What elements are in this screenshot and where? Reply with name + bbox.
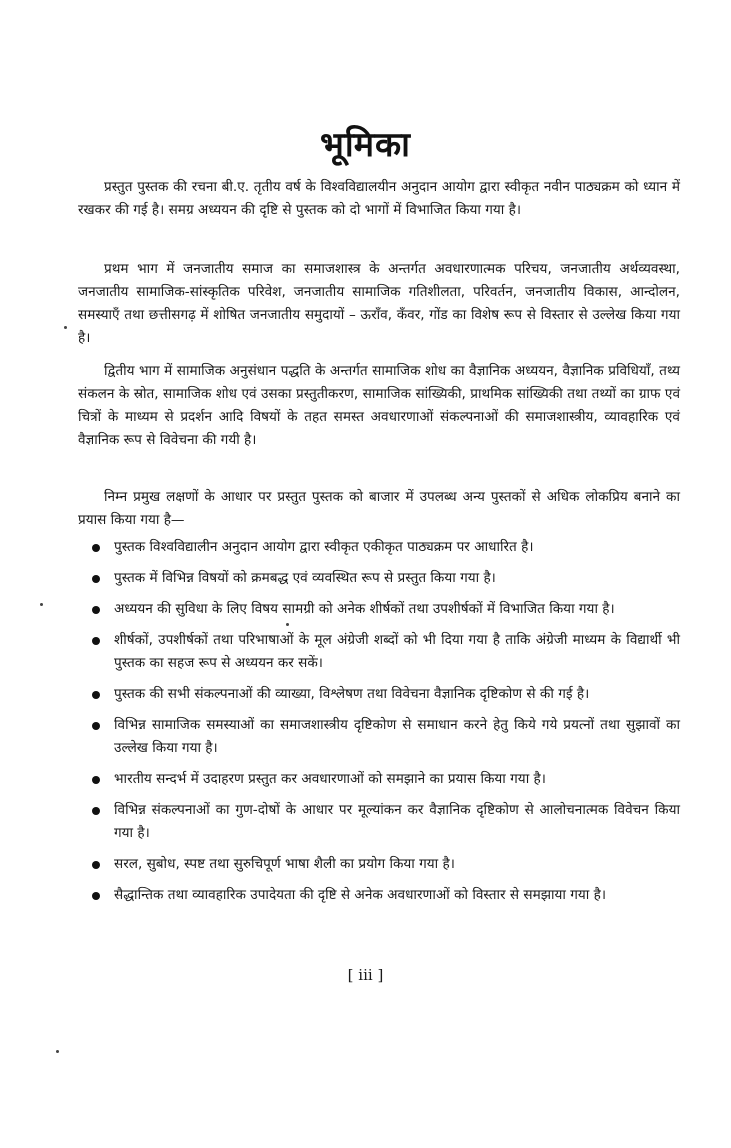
list-item-text: भारतीय सन्दर्भ में उदाहरण प्रस्तुत कर अवधारणाओं को समझाने का प्रयास किया गया है।: [114, 771, 546, 787]
scan-speck: [40, 603, 43, 606]
page-title: भूमिका: [320, 125, 411, 165]
list-item-text: पुस्तक विश्वविद्यालीन अनुदान आयोग द्वारा स्वीकृत एकीकृत पाठ्यक्रम पर आधारित है।: [114, 539, 534, 555]
bullet-icon: [92, 807, 100, 815]
list-item-text: विभिन्न संकल्पनाओं का गुण-दोषों के आधार पर मूल्यांकन कर वैज्ञानिक दृष्टिकोण से आलोचनात्मक विवेचन किया गया है।: [114, 802, 680, 841]
list-item-text: विभिन्न सामाजिक समस्याओं का समाजशास्त्रीय दृष्टिकोण से समाधान करने हेतु किये गये प्रयत्नों तथा सुझावों का उल्लेख किया गया है।: [114, 717, 680, 756]
page-number: [ iii ]: [347, 966, 384, 984]
bullet-icon: [92, 691, 100, 699]
bullet-icon: [92, 776, 100, 784]
features-intro-paragraph: निम्न प्रमुख लक्षणों के आधार पर प्रस्तुत पुस्तक को बाजार में उपलब्ध अन्य पुस्तकों से अधिक लोकप्रिय बनाने का प्रयास किया गया है—: [78, 489, 680, 528]
list-item: [78, 853, 680, 876]
bullet-icon: [92, 637, 100, 645]
list-item: [78, 714, 680, 760]
list-item-text: सैद्धान्तिक तथा व्यावहारिक उपादेयता की दृष्टि से अनेक अवधारणाओं को विस्तार से समझाया गया है।: [114, 887, 606, 903]
scan-speck: [64, 326, 67, 329]
bullet-icon: [92, 722, 100, 730]
bullet-icon: [92, 575, 100, 583]
bullet-icon: [92, 892, 100, 900]
list-item-text: अध्ययन की सुविधा के लिए विषय सामग्री को अनेक शीर्षकों तथा उपशीर्षकों में विभाजित किया गया है।: [114, 601, 615, 617]
list-item: [78, 536, 680, 559]
list-item-text: सरल, सुबोध, स्पष्ट तथा सुरुचिपूर्ण भाषा शैली का प्रयोग किया गया है।: [114, 856, 455, 872]
bullet-icon: [92, 861, 100, 869]
list-item: [78, 768, 680, 791]
list-item-text: पुस्तक की सभी संकल्पनाओं की व्याख्या, विश्लेषण तथा विवेचना वैज्ञानिक दृष्टिकोण से की गई है।: [114, 686, 590, 702]
list-item: [78, 683, 680, 706]
scan-speck: [56, 1050, 59, 1053]
bullet-icon: [92, 544, 100, 552]
list-item-text: पुस्तक में विभिन्न विषयों को क्रमबद्ध एवं व्यवस्थित रूप से प्रस्तुत किया गया है।: [114, 570, 496, 586]
list-item: [78, 629, 680, 675]
part-two-paragraph: द्वितीय भाग में सामाजिक अनुसंधान पद्धति के अन्तर्गत सामाजिक शोध का वैज्ञानिक अध्ययन, वैज्ञानिक प्रविधियाँ, तथ्य संकलन के स्रोत, सामाजिक शोध एवं उसका प्रस्तुतीकरण, सामाजिक सांख्यिकी, प्राथमिक सांख्यिकी तथा तथ्यों का ग्राफ एवं चित्रों के माध्यम से प्रदर्शन आदि विषयों के तहत समस्त अवधारणाओं संकल्पनाओं की समाजशास्त्रीय, व्यावहारिक एवं वैज्ञानिक रूप से विवेचना की गयी है।: [78, 363, 680, 448]
list-item: [78, 598, 680, 621]
bullet-icon: [92, 606, 100, 614]
intro-paragraph: प्रस्तुत पुस्तक की रचना बी.ए. तृतीय वर्ष के विश्वविद्यालयीन अनुदान आयोग द्वारा स्वीकृत नवीन पाठ्यक्रम को ध्यान में रखकर की गई है। समग्र अध्ययन की दृष्टि से पुस्तक को दो भागों में विभाजित किया गया है।: [78, 179, 680, 218]
scan-speck: [286, 623, 289, 626]
list-item-text: शीर्षकों, उपशीर्षकों तथा परिभाषाओं के मूल अंग्रेजी शब्दों को भी दिया गया है ताकि अंग्रेजी माध्यम के विद्यार्थी भी पुस्तक का सहज रूप से अध्ययन कर सकें।: [114, 632, 680, 671]
part-one-paragraph: प्रथम भाग में जनजातीय समाज का समाजशास्त्र के अन्तर्गत अवधारणात्मक परिचय, जनजातीय अर्थव्यवस्था, जनजातीय सामाजिक-सांस्कृतिक परिवेश, जनजातीय सामाजिक गतिशीलता, परिवर्तन, जनजातीय विकास, आन्दोलन, समस्याएँ तथा छत्तीसगढ़ में शोषित जनजातीय समुदायों – ऊराँव, कँवर, गोंड का विशेष रूप से विस्तार से उल्लेख किया गया है।: [78, 261, 680, 346]
feature-list: [78, 536, 680, 915]
list-item: [78, 884, 680, 907]
list-item: [78, 567, 680, 590]
list-item: [78, 799, 680, 845]
